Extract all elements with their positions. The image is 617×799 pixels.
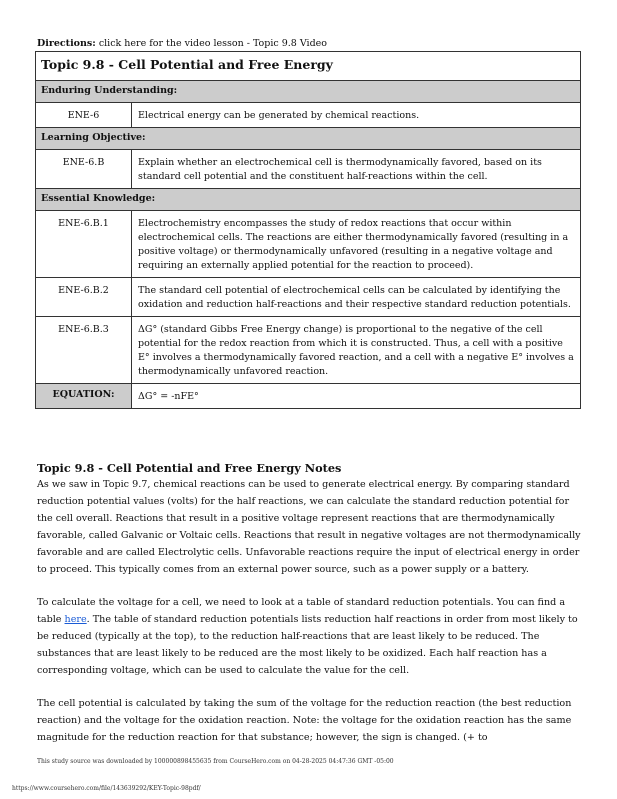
enduring-text: Electrical energy can be generated by chemical reactions.: [132, 103, 581, 128]
essential-knowledge-header: Essential Knowledge:: [36, 189, 581, 211]
notes-paragraph: The cell potential is calculated by taking the sum of the voltage for the reduction reaction (the best reduction reaction) and the voltage for the oxidation reaction. Note: the voltage for the oxidation reaction has the same magnitude for the reduction reaction for that substance; however, the sign is changed. (+ to: [37, 698, 572, 743]
objective-code: ENE-6.B: [36, 150, 132, 189]
page-url: https://www.coursehero.com/file/143639292/KEY-Topic-98pdf/: [12, 785, 201, 792]
topic-title: Topic 9.8 - Cell Potential and Free Energy: [36, 52, 581, 81]
table-row: [36, 384, 581, 409]
directions-link[interactable]: click here for the video lesson - Topic 9.8 Video: [98, 38, 328, 49]
table-row: [36, 211, 581, 278]
objective-text: Explain whether an electrochemical cell is thermodynamically favored, based on its standard cell potential and the constituent half-reactions within the cell.: [132, 150, 581, 189]
learning-objective-header: Learning Objective:: [36, 128, 581, 150]
knowledge-text: The standard cell potential of electrochemical cells can be calculated by identifying the oxidation and reduction half-reactions and their respective standard reduction potentials.: [132, 278, 581, 317]
table-row: [36, 278, 581, 317]
notes-heading: Topic 9.8 - Cell Potential and Free Energy Notes: [37, 461, 342, 475]
table-row: [36, 103, 581, 128]
directions-line: [37, 38, 327, 50]
knowledge-text: ΔG° (standard Gibbs Free Energy change) is proportional to the negative of the cell potential for the redox reaction from which it is constructed. Thus, a cell with a positive E° involves a thermodynamically favored reaction, and a cell with a negative E° involves a thermodynamically unfavored reaction.: [132, 317, 581, 384]
reduction-table-link[interactable]: here: [64, 614, 87, 625]
equation-label: EQUATION:: [36, 384, 132, 409]
notes-paragraph: As we saw in Topic 9.7, chemical reactions can be used to generate electrical energy. By comparing standard reduction potential values (volts) for the half reactions, we can calculate the standard reduction potential for the cell overall. Reactions that result in a positive voltage represent reactions that are thermodynamically favorable, called Galvanic or Voltaic cells. Reactions that result in negative voltages are not thermodynamically favorable and are called Electrolytic cells. Unfavorable reactions require the input of electrical energy in order to proceed. This typically comes from an external power source, such as a power supply or a battery.: [37, 479, 581, 575]
topic-table: [35, 51, 581, 409]
knowledge-code: ENE-6.B.3: [36, 317, 132, 384]
equation-text: ΔG° = -nFE°: [132, 384, 581, 409]
knowledge-text: Electrochemistry encompasses the study of redox reactions that occur within electrochemical cells. The reactions are either thermodynamically favored (resulting in a positive voltage) or thermodynamically unfavored (resulting in a negative voltage and requiring an externally applied potential for the reaction to proceed).: [132, 211, 581, 278]
enduring-code: ENE-6: [36, 103, 132, 128]
enduring-understanding-header: Enduring Understanding:: [36, 81, 581, 103]
paragraph-text: . The table of standard reduction potentials lists reduction half reactions in order from most likely to be reduced (typically at the top), to the reduction half-reactions that are least likely to be reduced. The substances that are least likely to be reduced are the most likely to be oxidized. Each half reaction has a corresponding voltage, which can be used to calculate the value for the cell.: [37, 614, 578, 676]
notes-section: [37, 461, 585, 762]
table-row: [36, 317, 581, 384]
knowledge-code: ENE-6.B.2: [36, 278, 132, 317]
notes-paragraph: [37, 594, 585, 679]
directions-label: Directions:: [37, 38, 96, 49]
paragraph-text: To calculate the voltage for a cell, we need to look at a table of standard reduction potentials. You can find a table: [37, 597, 566, 625]
knowledge-code: ENE-6.B.1: [36, 211, 132, 278]
download-source-line: This study source was downloaded by 100000898455635 from CourseHero.com on 04-28-2025 04:47:36 GMT -05:00: [37, 758, 394, 765]
table-row: [36, 150, 581, 189]
